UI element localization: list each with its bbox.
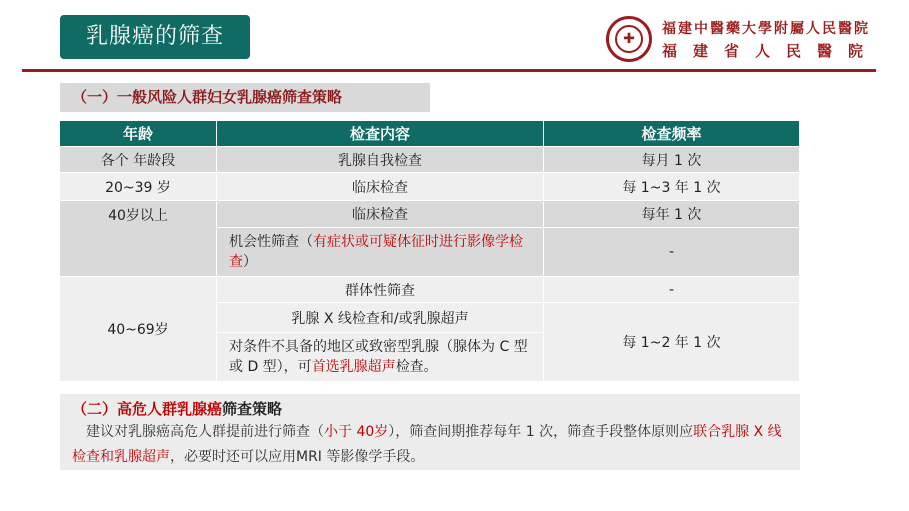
table-cell-content: 临床检查 bbox=[217, 201, 544, 228]
content-text: 对条件不具备的地区或致密型乳腺（腺体为 C 型或 D 型），可 bbox=[229, 339, 528, 375]
table-cell-age: 各个 年龄段 bbox=[60, 147, 217, 173]
logo-name-line2: 福建省人民醫院 bbox=[662, 42, 880, 60]
content-highlight: 首选乳腺超声 bbox=[311, 359, 396, 375]
hospital-logo bbox=[606, 16, 880, 66]
content-text: 机会性筛查（ bbox=[229, 234, 313, 250]
content-highlight: 有症状或可疑体征时进行影像学检查 bbox=[229, 234, 523, 270]
table-header-content: 检查内容 bbox=[217, 121, 544, 147]
table-cell-frequency: - bbox=[544, 277, 800, 303]
paragraph-text: ，必要时还可以应用MRI 等影像学手段。 bbox=[170, 449, 425, 465]
table-header-age: 年龄 bbox=[60, 121, 217, 147]
paragraph-highlight: 联合乳腺 X 线检查和乳腺超声 bbox=[72, 424, 782, 465]
paragraph-text: 建议对乳腺癌高危人群提前进行筛查（ bbox=[86, 424, 324, 440]
content-text: 检查。 bbox=[395, 359, 438, 375]
table-cell-content: 乳腺自我检查 bbox=[217, 147, 544, 173]
table-cell-frequency: 每 1~3 年 1 次 bbox=[544, 173, 800, 201]
table-cell-frequency: - bbox=[544, 228, 800, 277]
table-cell-frequency: 每年 1 次 bbox=[544, 201, 800, 228]
slide-title: 乳腺癌的筛查 bbox=[60, 15, 250, 59]
table-cell-content: 临床检查 bbox=[217, 173, 544, 201]
table-cell-frequency: 每月 1 次 bbox=[544, 147, 800, 173]
table-cell-content: 群体性筛查 bbox=[217, 277, 544, 303]
table-cell-age: 20~39 岁 bbox=[60, 173, 217, 201]
section2-paragraph bbox=[72, 420, 788, 470]
section1-heading: （一）一般风险人群妇女乳腺癌筛查策略 bbox=[60, 83, 430, 112]
table-cell-content bbox=[217, 228, 544, 277]
table-cell-content: 乳腺 X 线检查和/或乳腺超声 bbox=[217, 303, 544, 333]
section2-heading-rest: 筛查策略 bbox=[222, 400, 283, 418]
table-cell-age: 40~69岁 bbox=[60, 277, 217, 382]
paragraph-text: ），筛查间期推荐每年 1 次，筛查手段整体原则应 bbox=[388, 424, 694, 440]
hospital-seal-icon: ✚ bbox=[606, 16, 652, 62]
section2-box bbox=[60, 394, 800, 470]
header-divider bbox=[22, 69, 876, 72]
table-header-frequency: 检查频率 bbox=[544, 121, 800, 147]
section2-heading-highlight: （二）高危人群乳腺癌 bbox=[72, 400, 223, 418]
table-cell-age: 40岁以上 bbox=[60, 201, 217, 277]
table-cell-frequency: 每 1~2 年 1 次 bbox=[544, 303, 800, 382]
table-cell-content bbox=[217, 333, 544, 382]
section2-heading bbox=[72, 398, 788, 420]
logo-name-line1: 福建中醫藥大學附屬人民醫院 bbox=[662, 21, 870, 37]
content-text: ） bbox=[243, 254, 257, 270]
paragraph-highlight: 小于 40岁 bbox=[324, 424, 389, 440]
